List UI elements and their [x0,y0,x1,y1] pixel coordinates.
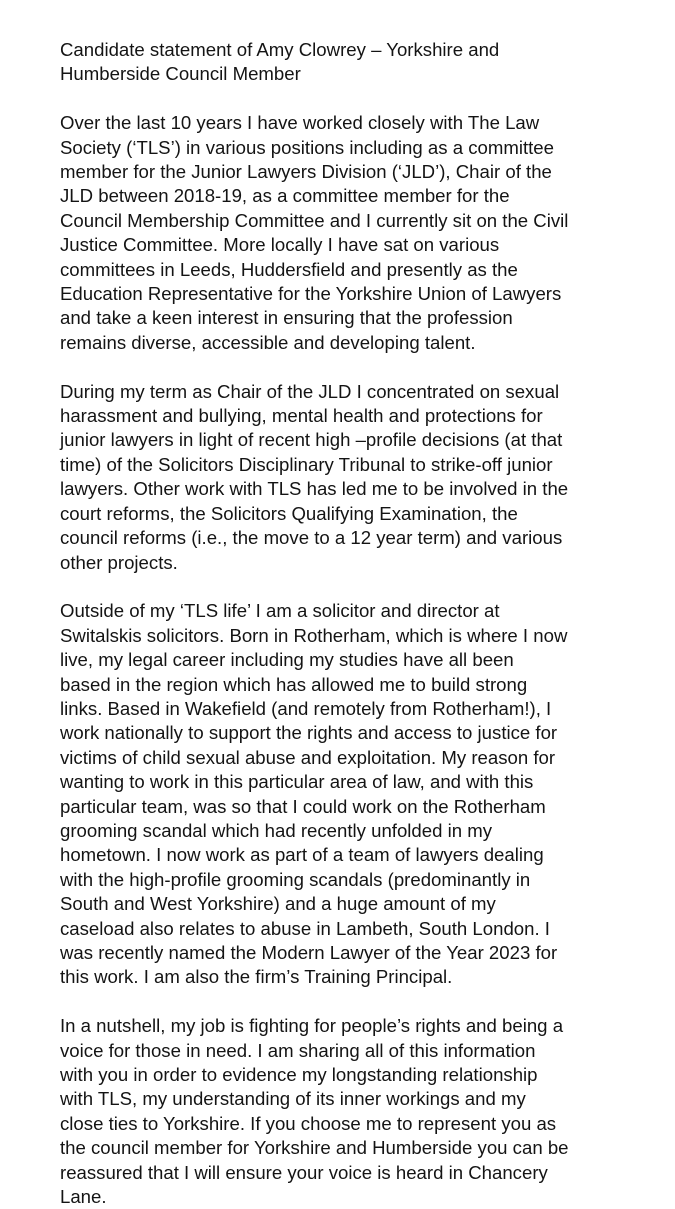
paragraph-jld-chair-term: During my term as Chair of the JLD I concentrated on sexual harassment and bullying, mental health and protections for junior lawyers in light of recent high –profile decisions (at that time) of the Solicitors Disciplinary Tribunal to strike-off junior lawyers. Other work with TLS has led me to be involved in the court reforms, the Solicitors Qualifying Examination, the council reforms (i.e., the move to a 12 year term) and various other projects. [60,380,569,573]
paragraph-solicitor-career: Outside of my ‘TLS life’ I am a solicitor and director at Switalskis solicitors. Born in Rotherham, which is where I now live, my legal career including my studies have all been based in the region which has allowed me to build strong links. Based in Wakefield (and remotely from Rotherham!), I work nationally to support the rights and access to justice for victims of child sexual abuse and exploitation. My reason for wanting to work in this particular area of law, and with this particular team, was so that I could work on the Rotherham grooming scandal which had recently unfolded in my hometown. I now work as part of a team of lawyers dealing with the high-profile grooming scandals (predominantly in South and West Yorkshire) and a huge amount of my caseload also relates to abuse in Lambeth, South London. I was recently named the Modern Lawyer of the Year 2023 for this work. I am also the firm’s Training Principal. [60,600,568,988]
paragraph-nutshell-closing: In a nutshell, my job is fighting for people’s rights and being a voice for those in need. I am sharing all of this information with you in order to evidence my longstanding relationship with TLS, my understanding of its inner workings and my close ties to Yorkshire. If you choose me to represent you as the council member for Yorkshire and Humberside you can be reassured that I will ensure your voice is heard in Chancery Lane. [60,1015,569,1208]
document-body [60,38,660,1209]
paragraph-tls-experience: Over the last 10 years I have worked closely with The Law Society (‘TLS’) in various positions including as a committee member for the Junior Lawyers Division (‘JLD’), Chair of the JLD between 2018-19, as a committee member for the Council Membership Committee and I currently sit on the Civil Justice Committee. More locally I have sat on various committees in Leeds, Huddersfield and presently as the Education Representative for the Yorkshire Union of Lawyers and take a keen interest in ensuring that the profession remains diverse, accessible and developing talent. [60,112,569,353]
document-title: Candidate statement of Amy Clowrey – Yorkshire and Humberside Council Member [60,39,500,85]
